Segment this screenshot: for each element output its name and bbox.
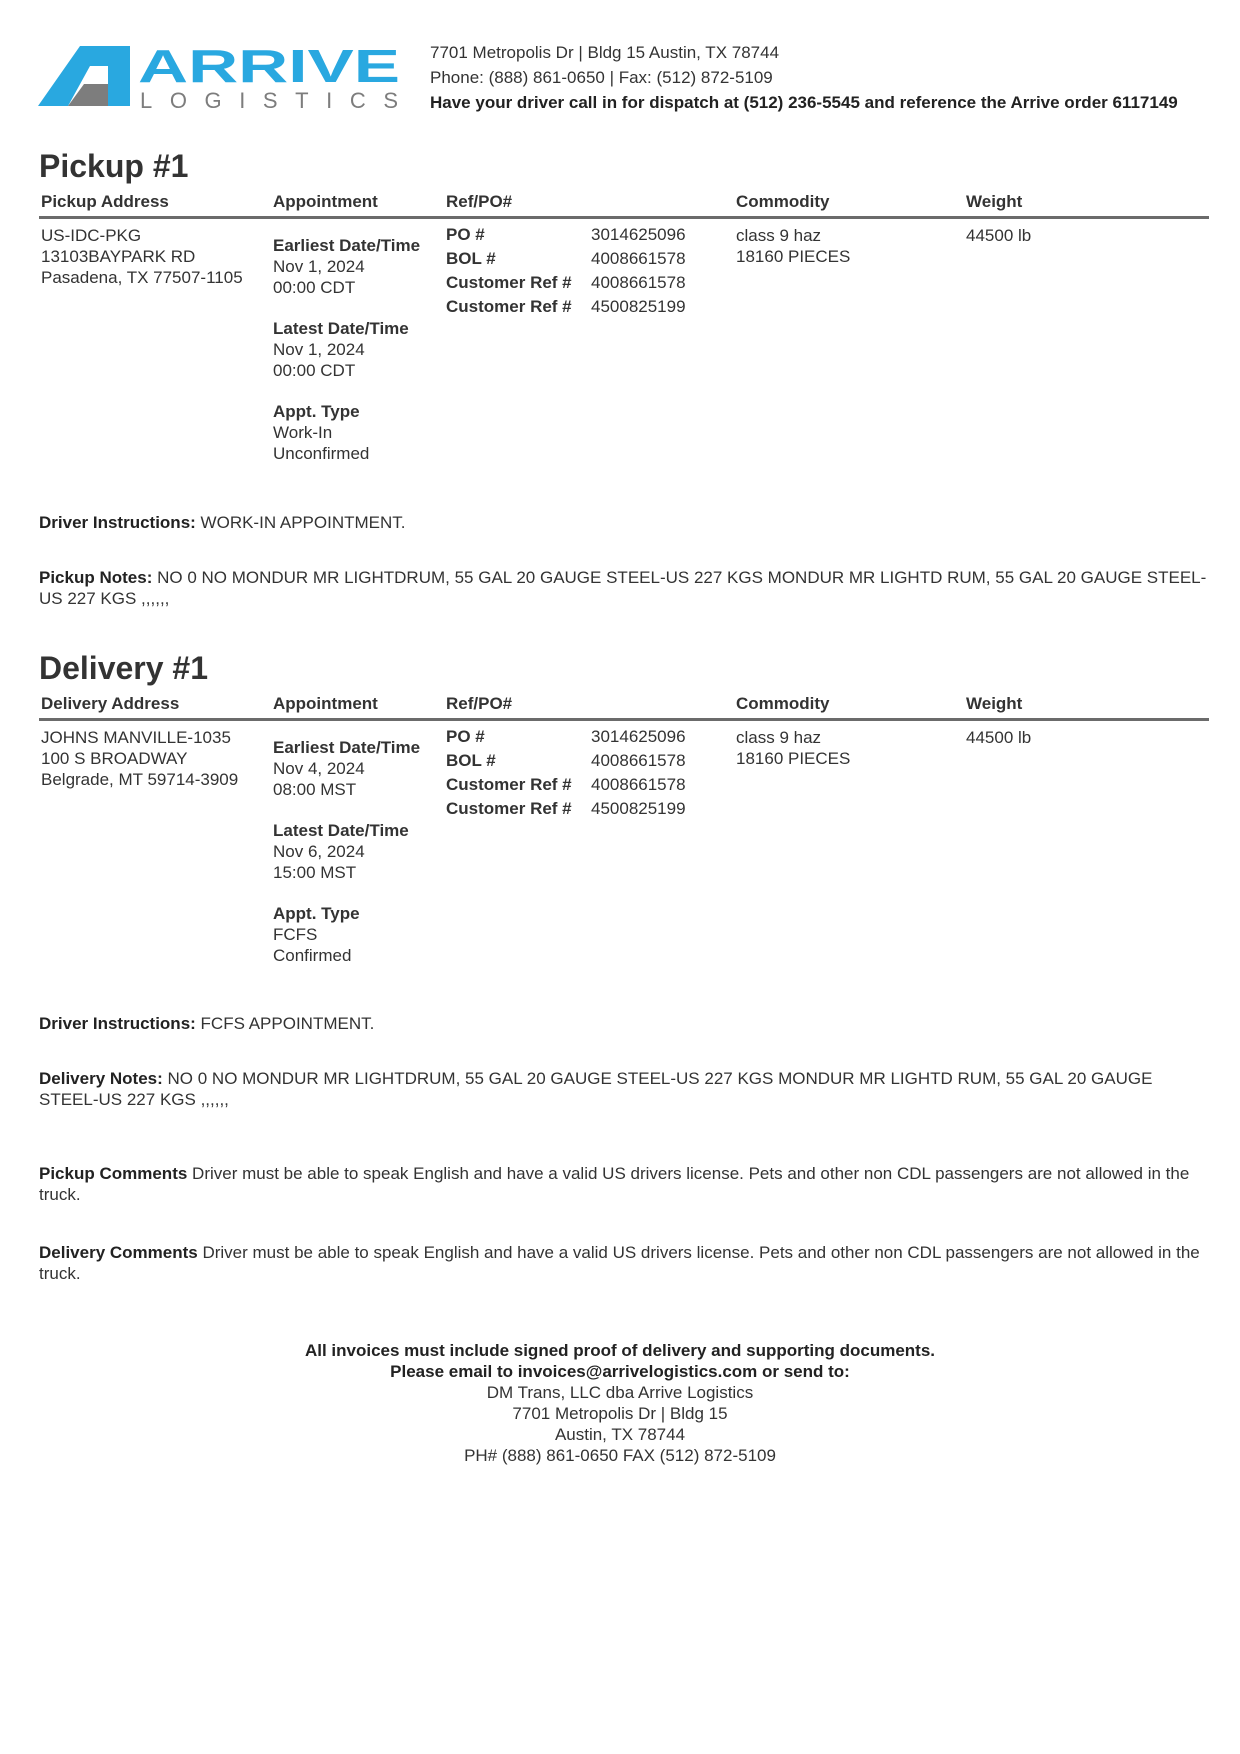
delivery-column-headers	[39, 692, 1209, 721]
ref-label: Customer Ref #	[446, 775, 572, 794]
earliest-block	[273, 737, 420, 800]
appt-status: Unconfirmed	[273, 444, 370, 463]
ref-value: 3014625096	[591, 225, 686, 244]
col-head-weight: Weight	[966, 694, 1023, 713]
ref-label: Customer Ref #	[446, 799, 572, 818]
ref-label: PO #	[446, 225, 485, 244]
col-head-commodity: Commodity	[736, 694, 830, 713]
delivery-notes-text: NO 0 NO MONDUR MR LIGHTDRUM, 55 GAL 20 GAUGE STEEL-US 227 KGS MONDUR MR LIGHTD RUM, 55 GAL 20 GAUGE STEEL-US 227 KGS ,,,,,,	[39, 1069, 1153, 1109]
col-head-weight: Weight	[966, 192, 1023, 211]
delivery-commodity	[736, 727, 850, 769]
latest-date: Nov 1, 2024	[273, 340, 365, 359]
driver-instructions-label: Driver Instructions:	[39, 1014, 196, 1033]
ref-row	[446, 223, 686, 247]
latest-label: Latest Date/Time	[273, 319, 409, 338]
footer-email-notice: Please email to invoices@arrivelogistics.com or send to:	[390, 1362, 850, 1381]
logo-word: ARRIVE	[138, 44, 400, 92]
appt-type-value: FCFS	[273, 925, 318, 944]
col-head-address: Pickup Address	[41, 192, 169, 211]
commodity-line: class 9 haz	[736, 226, 822, 245]
pickup-title: Pickup #1	[39, 148, 189, 184]
pickup-comments	[39, 1163, 1209, 1205]
ref-table	[446, 223, 686, 319]
delivery-title: Delivery #1	[39, 650, 209, 686]
delivery-appointment	[273, 723, 420, 966]
company-phone-fax: Phone: (888) 861-0650 | Fax: (512) 872-5109	[430, 68, 773, 87]
delivery-weight: 44500 lb	[966, 728, 1032, 747]
commodity-line: class 9 haz	[736, 728, 822, 747]
address-line: 13103BAYPARK RD	[41, 247, 196, 266]
pickup-comments-text: Driver must be able to speak English and have a valid US drivers license. Pets and other non CDL passengers are not allowed in the truck.	[39, 1164, 1190, 1204]
latest-label: Latest Date/Time	[273, 821, 409, 840]
ref-table	[446, 725, 686, 821]
pickup-address	[41, 225, 243, 288]
driver-instructions-text: WORK-IN APPOINTMENT.	[200, 513, 406, 532]
driver-instructions-label: Driver Instructions:	[39, 513, 196, 532]
pickup-weight: 44500 lb	[966, 226, 1032, 245]
appt-type-block	[273, 903, 420, 966]
earliest-time: 00:00 CDT	[273, 278, 356, 297]
appt-type-value: Work-In	[273, 423, 333, 442]
ref-label: BOL #	[446, 249, 496, 268]
ref-row	[446, 295, 686, 319]
driver-instructions-text: FCFS APPOINTMENT.	[200, 1014, 375, 1033]
col-head-ref: Ref/PO#	[446, 192, 513, 211]
footer-phone: PH# (888) 861-0650 FAX (512) 872-5109	[464, 1446, 776, 1465]
commodity-line: 18160 PIECES	[736, 247, 851, 266]
ref-row	[446, 773, 686, 797]
pickup-section	[39, 146, 1209, 489]
col-head-appointment: Appointment	[273, 192, 378, 211]
ref-value: 4008661578	[591, 273, 686, 292]
footer-city: Austin, TX 78744	[554, 1425, 686, 1444]
ref-label: Customer Ref #	[446, 273, 572, 292]
col-head-commodity: Commodity	[736, 192, 830, 211]
latest-time: 00:00 CDT	[273, 361, 356, 380]
ref-value: 4008661578	[591, 249, 686, 268]
latest-block	[273, 318, 420, 381]
footer-street: 7701 Metropolis Dr | Bldg 15	[512, 1404, 728, 1423]
earliest-block	[273, 235, 420, 298]
invoice-footer	[0, 1340, 1240, 1466]
company-address: 7701 Metropolis Dr | Bldg 15 Austin, TX 78744	[430, 43, 780, 62]
appt-status: Confirmed	[273, 946, 352, 965]
address-line: 100 S BROADWAY	[41, 749, 188, 768]
company-info	[430, 40, 1178, 115]
delivery-notes	[39, 1068, 1209, 1110]
latest-date: Nov 6, 2024	[273, 842, 365, 861]
pickup-comments-label: Pickup Comments	[39, 1164, 188, 1183]
pickup-refs	[446, 223, 686, 319]
ref-value: 4500825199	[591, 297, 686, 316]
ref-value: 3014625096	[591, 727, 686, 746]
delivery-comments-text: Driver must be able to speak English and have a valid US drivers license. Pets and other non CDL passengers are not allowed in the truck.	[39, 1243, 1200, 1283]
latest-time: 15:00 MST	[273, 863, 357, 882]
pickup-notes-text: NO 0 NO MONDUR MR LIGHTDRUM, 55 GAL 20 GAUGE STEEL-US 227 KGS MONDUR MR LIGHTD RUM, 55 GAL 20 GAUGE STEEL-US 227 KGS ,,,,,,	[39, 568, 1207, 608]
delivery-details	[39, 721, 1209, 991]
ref-label: BOL #	[446, 751, 496, 770]
earliest-date: Nov 1, 2024	[273, 257, 365, 276]
col-head-appointment: Appointment	[273, 694, 378, 713]
address-line: US-IDC-PKG	[41, 226, 142, 245]
address-line: JOHNS MANVILLE-1035	[41, 728, 231, 747]
col-head-address: Delivery Address	[41, 694, 180, 713]
appt-type-label: Appt. Type	[273, 904, 360, 923]
pickup-details	[39, 219, 1209, 489]
delivery-driver-instructions	[39, 1013, 1209, 1034]
pickup-notes	[39, 567, 1209, 609]
pickup-column-headers	[39, 190, 1209, 219]
ref-label: PO #	[446, 727, 485, 746]
pickup-driver-instructions	[39, 512, 1209, 533]
ref-value: 4500825199	[591, 799, 686, 818]
ref-row	[446, 749, 686, 773]
delivery-comments	[39, 1242, 1209, 1284]
ref-label: Customer Ref #	[446, 297, 572, 316]
appt-type-label: Appt. Type	[273, 402, 360, 421]
address-line: Belgrade, MT 59714-3909	[41, 770, 239, 789]
pickup-notes-label: Pickup Notes:	[39, 568, 153, 587]
commodity-line: 18160 PIECES	[736, 749, 851, 768]
delivery-section	[39, 648, 1209, 991]
pickup-commodity	[736, 225, 850, 267]
delivery-refs	[446, 725, 686, 821]
footer-company: DM Trans, LLC dba Arrive Logistics	[486, 1383, 754, 1402]
ref-row	[446, 725, 686, 749]
col-head-ref: Ref/PO#	[446, 694, 513, 713]
earliest-label: Earliest Date/Time	[273, 738, 421, 757]
ref-row	[446, 797, 686, 821]
earliest-label: Earliest Date/Time	[273, 236, 421, 255]
address-line: Pasadena, TX 77507-1105	[41, 268, 243, 287]
delivery-notes-label: Delivery Notes:	[39, 1069, 163, 1088]
delivery-address	[41, 727, 238, 790]
ref-row	[446, 271, 686, 295]
appt-type-block	[273, 401, 420, 464]
earliest-date: Nov 4, 2024	[273, 759, 365, 778]
dispatch-instructions: Have your driver call in for dispatch at (512) 236-5545 and reference the Arrive order 6117149	[430, 93, 1178, 112]
arrive-logistics-logo	[38, 44, 408, 112]
ref-value: 4008661578	[591, 775, 686, 794]
latest-block	[273, 820, 420, 883]
pickup-appointment	[273, 221, 420, 464]
ref-row	[446, 247, 686, 271]
ref-value: 4008661578	[591, 751, 686, 770]
earliest-time: 08:00 MST	[273, 780, 357, 799]
logo-subword: LOGISTICS	[140, 88, 398, 112]
delivery-comments-label: Delivery Comments	[39, 1243, 198, 1262]
footer-invoice-notice: All invoices must include signed proof of delivery and supporting documents.	[304, 1341, 936, 1360]
